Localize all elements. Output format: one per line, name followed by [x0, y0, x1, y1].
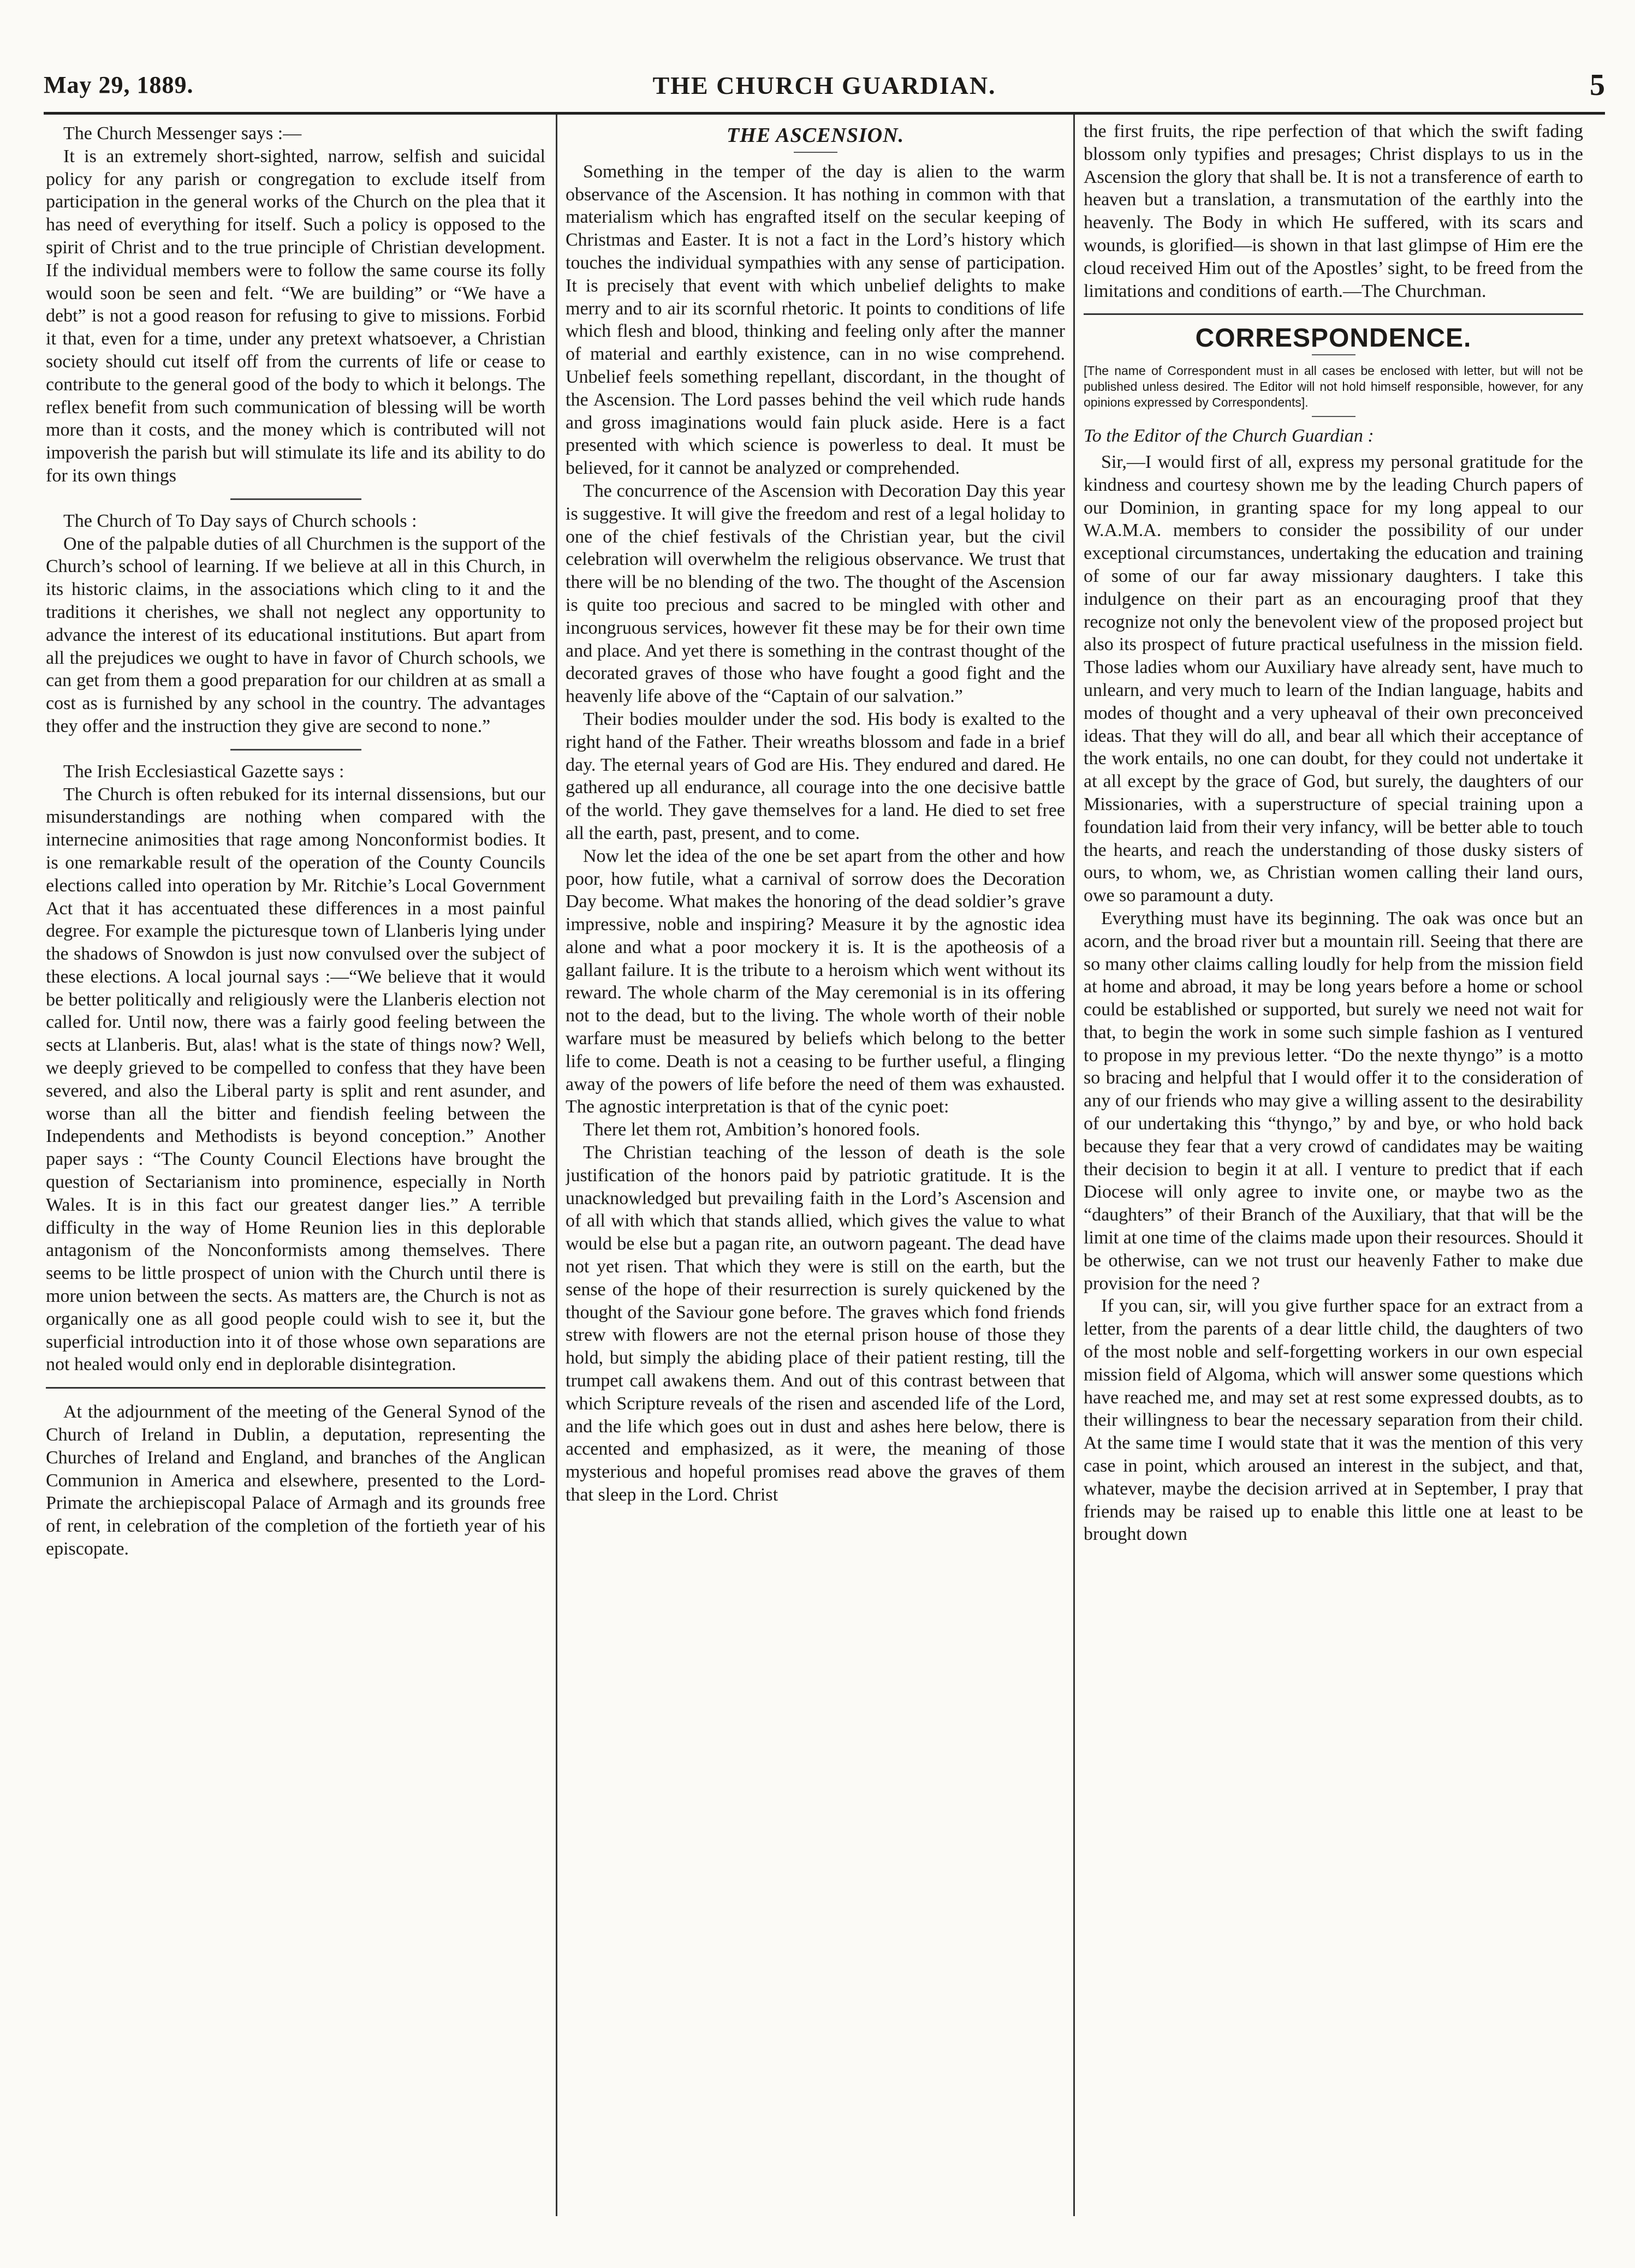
letter-address: To the Editor of the Church Guardian : — [1084, 426, 1374, 447]
ascension-paragraph: Something in the temper of the day is alien to the warm observance of the Ascension. It has nothing in common with that materialism which has engrafted itself on the secular keeping of Christmas and Easter. It is not a fact in the Lord’s history which touches the individual sympathies with any sense of participation. It is precisely that event with which unbelief delights to make merry and to air its scornful rhetoric. It points to conditions of life which flesh and blood, thinking and feeling only after the manner of material and earthly existence, can in no wise comprehend. Unbelief feels something repellant, discordant, in the thought of the Ascension. The Lord passes behind the veil which rude hands and gross imaginations would fain pluck aside. Here is a fact presented with which science is powerless to deal. It must be believed, for it cannot be analyzed or comprehended. — [566, 161, 1065, 479]
column-left — [46, 120, 545, 2211]
section-separator — [46, 1387, 545, 1389]
column-middle — [566, 120, 1065, 2211]
general-synod-text: At the adjournment of the meeting of the General Synod of the Church of Ireland in Dublin, a deputation, representing the Churches of Ireland and England, and branches of the Anglican Communion in America and elsewhere, presented to the Lord-Primate the archiepiscopal Palace of Armagh and its grounds free of rent, in celebration of the completion of the fortieth year of his episcopate. — [46, 1402, 545, 1559]
letter-paragraph: Everything must have its beginning. The oak was once but an acorn, and the broad river but a mountain rill. Seeing that there are so many other claims calling loudly for help from the mission field at home and abroad, it may be long years before a home or school could be established or supported, but surely we need not wait for that, to begin the work in some such simple fashion as I ventured to propose in my previous letter. “Do the nexte thyngo” is a motto so bracing and helpful that I would offer it to the consideration of any of our friends who may give a willing assent to the desirability of our undertaking this “thyngo,” by and bye, or who hold back because they fear that a very crowd of candidates may be waiting their decision to begin it at all. I venture to predict that if each Diocese will only agree to invite one, or maybe two as the “daughters” of their Branch of the Auxiliary, that that will be the limit at one time of the claims made upon their resources. Should it be otherwise, can we not trust our heavenly Father to make due provision for the need ? — [1084, 908, 1583, 1294]
masthead-title: THE CHURCH GUARDIAN. — [652, 72, 996, 99]
title-rule — [1312, 354, 1355, 355]
notice-rule — [1312, 416, 1355, 417]
correspondence-notice: [The name of Correspondent must in all cases be enclosed with letter, but will not be published unless desired. The Editor will not hold himself responsible, however, for any opinions expressed by Correspondents]. — [1084, 364, 1583, 410]
church-of-today-intro: The Church of To Day says of Church schools : — [63, 510, 417, 531]
church-messenger-intro: The Church Messenger says :— — [63, 123, 302, 144]
issue-date: May 29, 1889. — [44, 72, 194, 98]
page-number: 5 — [1590, 68, 1605, 102]
title-rule — [794, 152, 837, 153]
page-header — [44, 68, 1605, 109]
section-separator — [230, 749, 361, 751]
correspondence-heading: CORRESPONDENCE. — [1195, 324, 1472, 353]
letter-paragraph: If you can, sir, will you give further space for an extract from a letter, from the parents of a dear little child, the daughters of two of the most noble and self-forgetting workers in our own especial mission field of Algoma, which will answer some questions which have reached me, and may set at rest some expressed doubts, as to their willingness to bear the necessary separation from their child. At the same time I would state that it was the mention of this very case in point, which aroused an interest in the subject, and that, whatever, maybe the decision arrived at in September, I pray that friends may be raised up to enable this little one at least to be brought down — [1084, 1296, 1583, 1545]
header-rule — [44, 112, 1605, 115]
ascension-paragraph: The concurrence of the Ascension with Decoration Day this year is suggestive. It will give the freedom and rest of a legal holiday to one of the chief festivals of the Christian year, but the civil celebration will overwhelm the religious observance. We trust that there will be no blending of the two. The thought of the Ascension is quite too precious and sacred to be mingled with other and incongruous services, however fit these may be for their own time and place. And yet there is something in the contrast thought of the decorated graves of those who have fought a good fight and the heavenly life above of the “Captain of our salvation.” — [566, 480, 1065, 707]
column-right — [1084, 120, 1583, 2211]
column-divider — [556, 115, 557, 2216]
letter-paragraph: Sir,—I would first of all, express my personal gratitude for the kindness and courtesy shown me by the leading Church papers of our Dominion, in granting space for my long appeal to our W.A.M.A. members to consider the possibility of our under exceptional circumstances, undertaking the education and training of some of our far away missionary daughters. I take this indulgence on their part as an encouraging proof that they recognize not only the benevolent view of the proposed project but also its prospect of future practical usefulness in the mission field. Those ladies whom our Auxiliary have already sent, have much to unlearn, and very much to learn of the Indian language, habits and modes of thought and a very upheaval of their own preconceived ideas. That they will do all, and bear all which their acceptance of the work entails, no one can doubt, for they could not undertake it at all except by the grace of God, but surely, the daughters of our Missionaries, with a superstructure of special training upon a foundation laid from their very infancy, will be better able to touch the hearts, and reach the understanding of those dusky sisters of ours, to whom, we, as Christian women calling their land ours, owe so paramount a duty. — [1084, 451, 1583, 906]
irish-gazette-intro: The Irish Ecclesiastical Gazette says : — [63, 761, 344, 782]
church-of-today-text: One of the palpable duties of all Churchmen is the support of the Church’s school of learning. If we believe at all in this Church, in its historic claims, in the associations which cling to it and the traditions it cherishes, we shall not neglect any opportunity to advance the interest of its educational institutions. But apart from all the prejudices we ought to have in favor of Church schools, we can get from them a good preparation for our children at as small a cost as is furnished by any school in the country. The advantages they offer and the instruction they give are second to none.” — [46, 533, 545, 736]
ascension-paragraph: Now let the idea of the one be set apart from the other and how poor, how futile, what a carnival of sorrow does the Decoration Day become. What makes the honoring of the dead soldier’s grave impressive, noble and inspiring? Measure it by the agnostic idea alone and what a poor mockery it is. It is the apotheosis of a gallant failure. It is the tribute to a heroism which went without its reward. The whole charm of the May ceremonial is in its offering not to the dead, but to the living. The whole worth of their noble warfare must be measured by beliefs which belong to the better life to come. Death is not a ceasing to be further useful, a flinging away of the powers of life before the need of them was exhausted. The agnostic interpretation is that of the cynic poet: — [566, 846, 1065, 1117]
ascension-paragraph: The Christian teaching of the lesson of death is the sole justification of the honors paid by patriotic gratitude. It is the unacknowledged but prevailing faith in the Lord’s Ascension and of all with which that stands allied, which gives the value to what would be else but a pagan rite, an outworn pageant. The dead have not yet risen. That which they were is still on the earth, but the sense of the hope of their resurrection is surely quickened by the thought of the Saviour gone before. The graves which fond friends strew with flowers are not the eternal prison house of those they hold, but simply the abiding place of their patient resting, till the trumpet call awakens them. And out of this contrast between that which Scripture reveals of the risen and ascended life of the Lord, and the life which goes out in dust and ashes here below, there is accented and emphasized, as it were, the meaning of those mysterious and hopeful promises read above the graves of them that sleep in the Lord. Christ — [566, 1142, 1065, 1505]
church-messenger-text: It is an extremely short-sighted, narrow, selfish and suicidal policy for any parish or congregation to exclude itself from participation in the general works of the Church on the plea that it has need of everything for itself. Such a policy is opposed to the spirit of Christ and to the true principle of Christian development. If the individual members were to follow the same course its folly would soon be seen and felt. “We are building” or “We have a debt” is not a good reason for refusing to give to missions. Forbid it that, even for a time, under any pretext whatsoever, a Christian society should cut itself off from the currents of life or cease to contribute to the general good of the body to which it belongs. The reflex benefit from such communication of blessing will be worth more than it costs, and the money which is contributed will not impoverish the parish but will stimulate its life and its ability to do for its own things — [46, 146, 545, 486]
ascension-continuation: the first fruits, the ripe perfection of that which the swift fading blossom only typifies and presages; Christ displays to us in the Ascension the glory that shall be. It is not a transference of earth to heaven but a translation, a transmutation of the earthly into the heavenly. The Body in which He suffered, with its scars and wounds, is glorified—is shown in that last glimpse of Him ere the cloud received Him out of the Apostles’ sight, to be freed from the limitations and conditions of earth.—The Churchman. — [1084, 121, 1583, 301]
section-separator — [230, 498, 361, 500]
column-divider — [1073, 115, 1075, 2216]
irish-gazette-text: The Church is often rebuked for its internal dissensions, but our misunderstandings are nothing when compared with the internecine animosities that rage among Nonconformist bodies. It is one remarkable result of the operation of the County Councils elections called into operation by Mr. Ritchie’s Local Government Act that it has accentuated these differences in a most painful degree. For example the picturesque town of Llanberis lying under the shadows of Snowdon is just now convulsed over the subject of these elections. A local journal says :—“We believe that it would be better politically and religiously were the Llanberis election not called for. Until now, there was a fairly good feeling between the sects at Llanberis. But, alas! what is the state of things now? Well, we deeply grieved to be compelled to confess that they have been severed, and also the Liberal party is split and rent asunder, and worse than all the bitter and fiendish feeling between the Independents and Methodists is beyond conception.” Another paper says : “The County Council Elections have brought the question of Sectarianism into prominence, especially in North Wales. It is in this fact our greatest danger lies.” A terrible difficulty in the way of Home Reunion lies in this deplorable antagonism of the Nonconformists among themselves. There seems to be little prospect of union with the Church until there is more union between the sects. As matters are, the Church is not as organically one as all good people could wish to see it, but the superficial introduction into it of those whose own separations are not healed would only end in deplorable disintegration. — [46, 784, 545, 1375]
poem-quote: There let them rot, Ambition’s honored fools. — [583, 1120, 920, 1140]
ascension-paragraph: Their bodies moulder under the sod. His body is exalted to the right hand of the Father. Their wreaths blossom and fade in a brief day. The eternal years of God are His. They endured and dared. He gathered up all endurance, all courage into the one decisive battle of the world. They gave themselves for a land. He died to set free all the earth, past, present, and to come. — [566, 709, 1065, 843]
section-separator — [1084, 313, 1583, 315]
ascension-title: THE ASCENSION. — [726, 124, 905, 147]
